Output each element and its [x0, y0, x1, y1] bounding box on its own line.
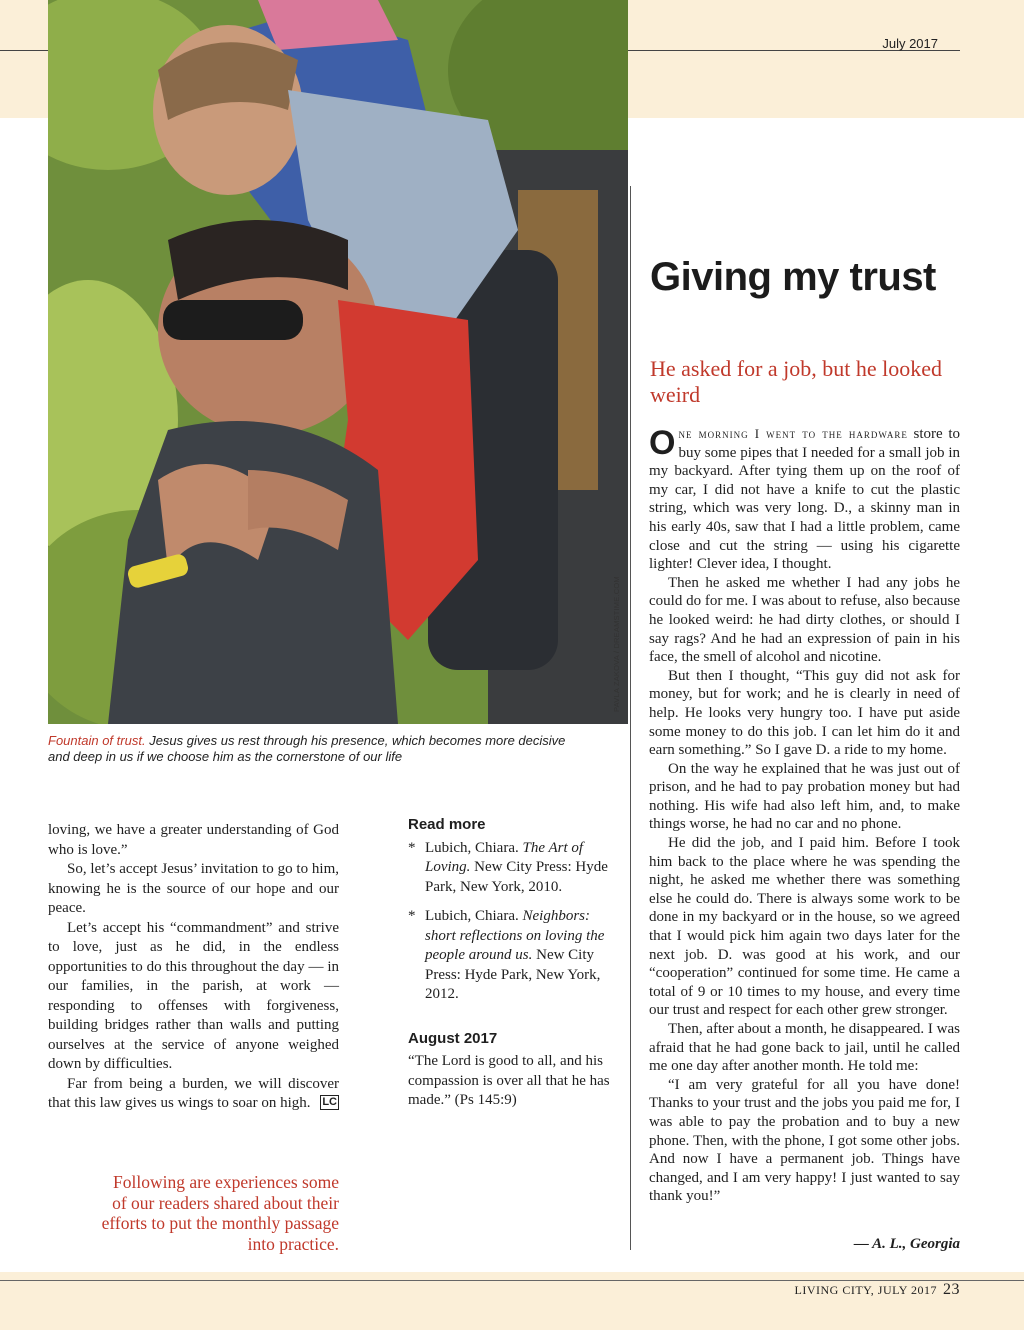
left-paragraph-4: [48, 1075, 339, 1114]
article-paragraph-1-rest: store to buy some pipes that I needed for a small job in my backyard. After tying them up on the roof of my car, I did not have a knife to cut the plastic string, which was very long. D., a skinny man in his early 40s, saw that I had a little problem, came close and cut the string — using his cigarette lighter! Clever idea, I thought.: [649, 426, 961, 573]
readers-intro: Following are experiences some of our readers shared about their efforts to put the monthly passage into practice.: [101, 1172, 339, 1254]
reference-author: Lubich, Chiara.: [425, 908, 519, 924]
reference-bullet: *: [408, 839, 416, 856]
left-column: [48, 821, 339, 1114]
photo-credit: PAVLA ZAKOVA / DREAMSTIME.COM: [612, 576, 621, 712]
caption-lead: Fountain of trust.: [48, 733, 146, 748]
article-title: Giving my trust: [650, 255, 936, 299]
drop-cap: O: [649, 424, 676, 462]
article-subtitle: He asked for a job, but he looked weird: [650, 356, 943, 407]
read-more-heading: Read more: [408, 816, 486, 833]
article-paragraph-6: Then, after about a month, he disappeared. I was afraid that he had gone back to jail, until he called me one day after another month. He told me:: [649, 1021, 960, 1075]
month-quote: “The Lord is good to all, and his compassion is over all that he has made.” (Ps 145:9): [408, 1053, 610, 1108]
reference-author: Lubich, Chiara.: [425, 839, 519, 856]
article-paragraph-4: On the way he explained that he was just out of prison, and he had to pay probation money but had nothing. His wife had also left him, and, to make things worse, he had no car and no phone.: [649, 760, 960, 833]
column-divider: [630, 186, 631, 1250]
left-paragraph-3: Let’s accept his “commandment” and strive to love, just as he did, in the endless opportunities to do this throughout the day — in our families, in the parish, at work — responding to offenses with forgiveness, building bridges rather than walls and putting ourselves at the service of anyone weighed down by difficulties.: [48, 919, 339, 1072]
month-heading: August 2017: [408, 1029, 498, 1047]
article-paragraph-3: But then I thought, “This guy did not ask for money, but for work; and he is clearly in need of help. He looks very hungry too. I have put aside some money to do this job. I can let him do it and earn something.” So I gave D. a ride to my home.: [649, 667, 960, 759]
page-number: 23: [943, 1281, 960, 1298]
lc-end-mark: LC: [322, 1096, 337, 1108]
reference-publisher: New City Press: Hyde Park, New York, 2012.: [425, 947, 601, 1002]
article-paragraph-7: “I am very grateful for all you have done! Thanks to your trust and the jobs you paid me for, I was able to pay the probation and to buy a new phone. Then, with the phone, I got some other jobs. And now I have a permanent job. Things have changed, and I am very happy! I just wanted to say thank you!”: [649, 1076, 960, 1205]
reference-publisher: New City Press: Hyde Park, New York, 2010.: [425, 859, 608, 895]
article-body: [649, 425, 960, 1206]
reference-item: [408, 839, 613, 898]
reference-title: Neighbors: short reflections on loving the people around us.: [425, 908, 605, 963]
left-paragraph-2: So, let’s accept Jesus’ invitation to go to him, knowing he is the source of our hope and our peace.: [48, 861, 339, 916]
reference-item: [408, 907, 613, 1005]
caption-text: Jesus gives us rest through his presence, which becomes more decisive and deep in us if we choose him as the cornerstone of our life: [48, 733, 566, 764]
article-paragraph-5: He did the job, and I paid him. Before I took him back to the place where he was spending the night, he asked me whether there was something else he could do. There is always some work to be done in my backyard or in the house, so we agreed that I would pick him again two days later for the next job. D. was good at his work, and our “cooperation” continued for some time. He came a total of 9 or 10 times to my house, and every time our trust and respect for each other grew stronger.: [649, 835, 960, 1019]
article-paragraph-1: [649, 425, 960, 574]
publication-name: LIVING CITY, JULY 2017: [794, 1283, 937, 1297]
left-paragraph-4-text: Far from being a burden, we will discover that this law gives us wings to soar on high.: [48, 1075, 339, 1111]
page-footer: [795, 1281, 960, 1299]
left-paragraph-1: loving, we have a greater understanding of God who is love.”: [48, 822, 339, 858]
middle-column: [408, 815, 613, 1111]
hero-photo: [48, 0, 628, 724]
issue-date: July 2017: [882, 36, 938, 51]
photo-caption: [48, 733, 588, 765]
article-signature: — A. L., Georgia: [853, 1236, 960, 1252]
reference-title: The Art of Loving.: [425, 839, 584, 875]
article-paragraph-2: Then he asked me whether I had any jobs he could do for me. I was about to refuse, also because he looked weird: he had dirty clothes, or should I say rags? And he had an expression of pain in his face, the smell of alcohol and nicotine.: [649, 574, 960, 666]
opening-smallcaps: ne morning I went to the hardware: [678, 426, 908, 441]
reference-bullet: *: [408, 908, 416, 924]
